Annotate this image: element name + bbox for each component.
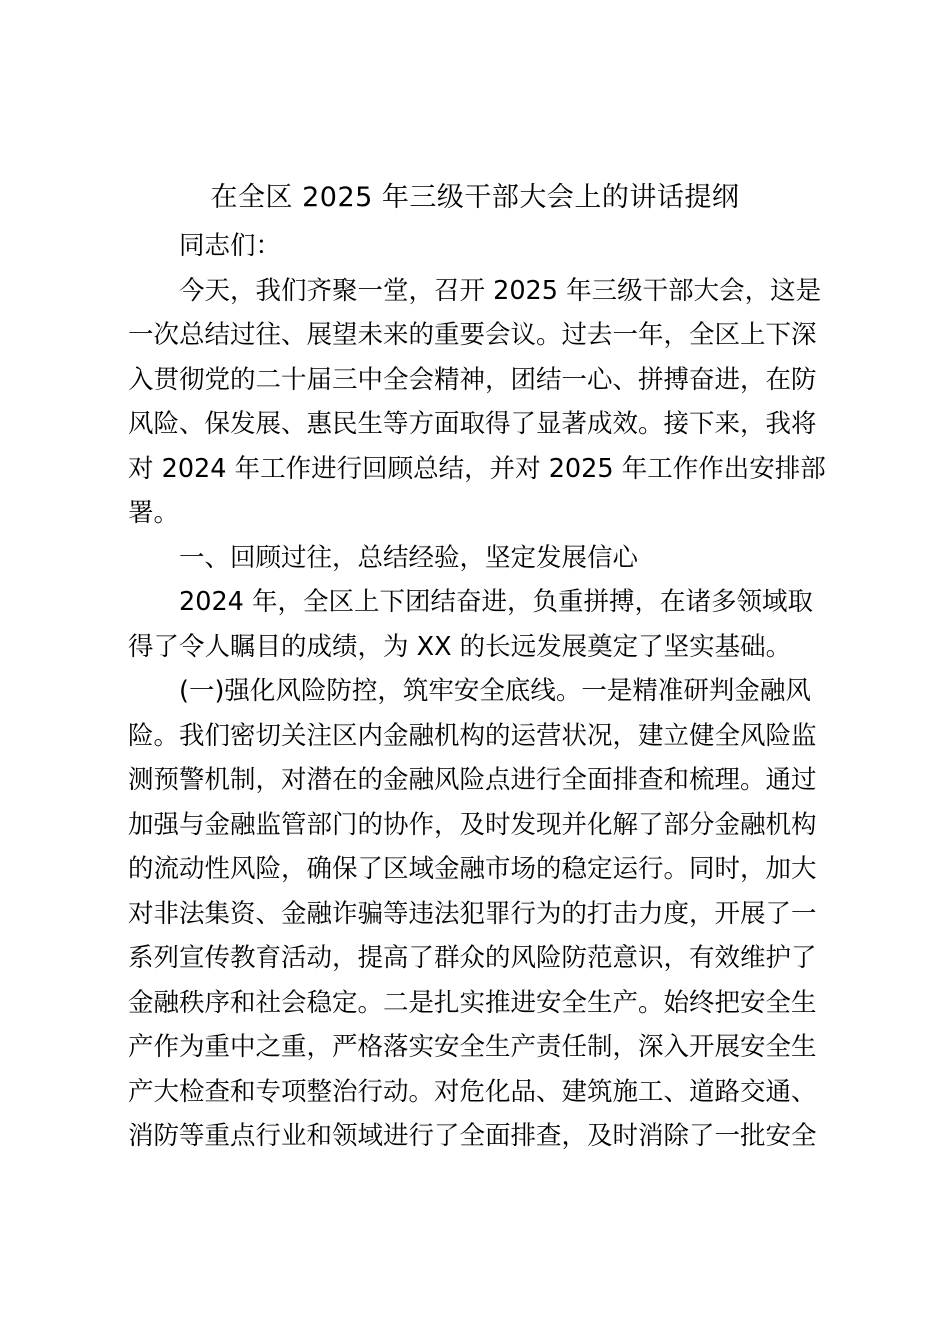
text-line: 产作为重中之重，严格落实安全生产责任制，深入开展安全生 (128, 1032, 817, 1062)
text-line: 今天，我们齐聚一堂，召开 2025 年三级干部大会，这是 (179, 275, 822, 306)
text-line: 署。 (128, 498, 180, 528)
text-line: 同志们： (179, 231, 282, 261)
document-body (128, 224, 826, 1159)
text-line: (一)强化风险防控，筑牢安全底线。一是精准研判金融风 (179, 676, 811, 706)
text-line: 的流动性风险，确保了区域金融市场的稳定运行。同时，加大 (128, 854, 817, 884)
document-title: 在全区 2025 年三级干部大会上的讲话提纲 (210, 182, 740, 213)
text-line: 消防等重点行业和领域进行了全面排查，及时消除了一批安全 (128, 1121, 817, 1151)
text-line: 2024 年，全区上下团结奋进，负重拼搏，在诸多领域取 (179, 587, 814, 617)
text-line: 得了令人瞩目的成绩，为 XX 的长远发展奠定了坚实基础。 (128, 631, 792, 662)
text-line: 产大检查和专项整治行动。对危化品、建筑施工、道路交通、 (128, 1076, 817, 1107)
text-line: 入贯彻党的二十届三中全会精神，团结一心、拼搏奋进，在防 (128, 364, 817, 395)
text-line: 金融秩序和社会稳定。二是扎实推进安全生产。始终把安全生 (128, 987, 817, 1018)
text-line: 测预警机制，对潜在的金融风险点进行全面排查和梳理。通过 (128, 765, 817, 795)
text-line: 对 2024 年工作进行回顾总结，并对 2025 年工作作出安排部 (128, 453, 826, 484)
text-line: 对非法集资、金融诈骗等违法犯罪行为的打击力度，开展了一 (128, 898, 817, 929)
text-line: 风险、保发展、惠民生等方面取得了显著成效。接下来，我将 (128, 409, 817, 439)
text-line: 加强与金融监管部门的协作，及时发现并化解了部分金融机构 (128, 809, 817, 840)
text-line: 系列宣传教育活动，提高了群众的风险防范意识，有效维护了 (128, 943, 817, 973)
text-line: 险。我们密切关注区内金融机构的运营状况，建立健全风险监 (128, 720, 817, 751)
section-heading: 一、回顾过往，总结经验，坚定发展信心 (179, 542, 639, 573)
text-line: 一次总结过往、展望未来的重要会议。过去一年，全区上下深 (128, 320, 817, 350)
